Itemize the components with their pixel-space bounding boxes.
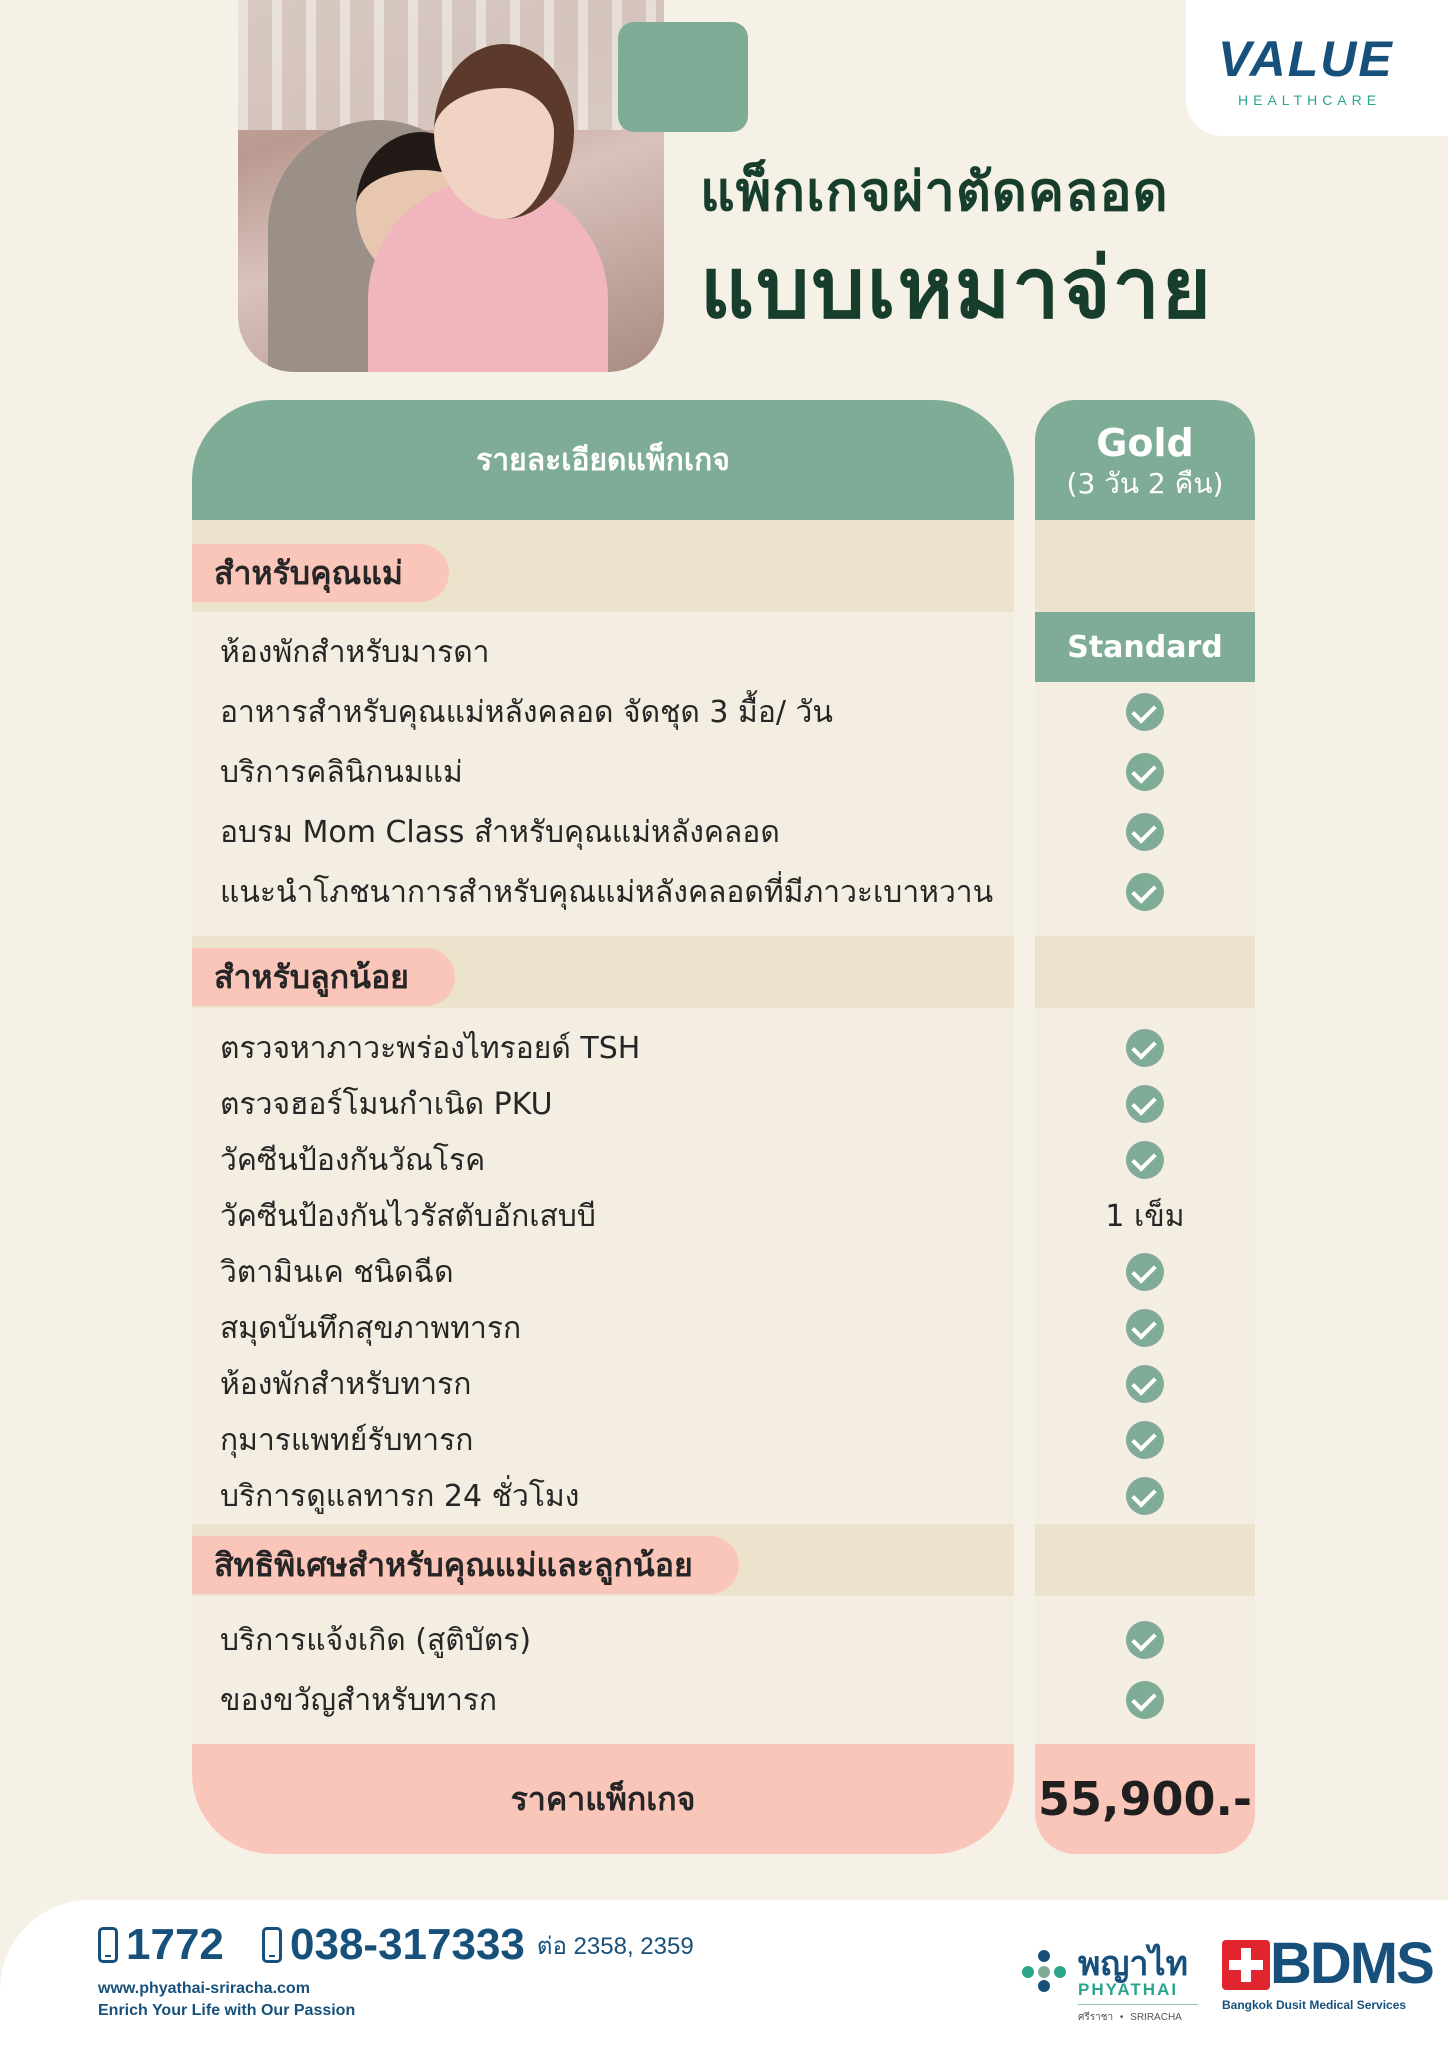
- phyathai-branch: ศรีราชา • SRIRACHA: [1078, 2012, 1182, 2023]
- section-title: สำหรับลูกน้อย: [192, 948, 455, 1006]
- section-title: สำหรับคุณแม่: [192, 544, 449, 602]
- section-header-baby: [192, 936, 1014, 1008]
- details-header: รายละเอียดแพ็กเกจ: [192, 400, 1014, 520]
- section-title: สิทธิพิเศษสำหรับคุณแม่และลูกน้อย: [192, 1536, 739, 1594]
- phone-icon: [262, 1927, 282, 1963]
- plan-values-baby: [1035, 1008, 1255, 1524]
- plan-name: Gold: [1096, 421, 1194, 465]
- check-icon: [1126, 753, 1164, 791]
- check-icon: [1126, 873, 1164, 911]
- phone-icon: [98, 1927, 118, 1963]
- check-icon: [1126, 693, 1164, 731]
- check-icon: [1126, 813, 1164, 851]
- gold-plan-column: [1035, 400, 1255, 1854]
- room-standard-badge: Standard: [1035, 612, 1255, 682]
- plan-section-spacer: [1035, 936, 1255, 1008]
- logo-text: VALUE: [1218, 31, 1394, 87]
- plan-values-privilege: [1035, 1596, 1255, 1744]
- logo-subtext: HEALTHCARE: [1238, 92, 1382, 108]
- list-item: แนะนำโภชนาการสำหรับคุณแม่หลังคลอดที่มีภาวะเบาหวาน: [220, 874, 994, 910]
- included-cell: [1035, 1468, 1255, 1524]
- website-link[interactable]: www.phyathai-sriracha.com: [98, 1980, 310, 1997]
- check-icon: [1126, 1421, 1164, 1459]
- list-item: บริการคลินิกนมแม่: [220, 754, 463, 790]
- section-header-privilege: [192, 1524, 1014, 1596]
- included-cell: [1035, 742, 1255, 802]
- check-icon: [1126, 1309, 1164, 1347]
- price-value: 55,900.-: [1035, 1744, 1255, 1854]
- footer: [0, 1900, 1448, 2048]
- cross-icon: [1222, 1940, 1270, 1990]
- list-item: วัคซีนป้องกันไวรัสตับอักเสบบี: [220, 1198, 596, 1234]
- dose-value: 1 เข็ม: [1105, 1198, 1185, 1234]
- phyathai-english: PHYATHAI: [1078, 1980, 1179, 1999]
- tagline: Enrich Your Life with Our Passion: [98, 2002, 356, 2019]
- included-cell: [1035, 1300, 1255, 1356]
- included-cell: [1035, 682, 1255, 742]
- bdms-logo: [1222, 1931, 1433, 2016]
- list-item: อบรม Mom Class สำหรับคุณแม่หลังคลอด: [220, 814, 780, 850]
- included-cell: [1035, 1670, 1255, 1730]
- bdms-text: BDMS: [1270, 1931, 1433, 1996]
- phone-extension: ต่อ 2358, 2359: [536, 1932, 694, 1960]
- section-body-mother: [192, 612, 1014, 936]
- page-title-line1: แพ็กเกจผ่าตัดคลอด: [700, 160, 1169, 223]
- phyathai-mark-icon: [1022, 1950, 1070, 1994]
- hotline[interactable]: [98, 1920, 224, 1970]
- section-body-baby: [192, 1008, 1014, 1524]
- package-details-column: [192, 400, 1014, 1854]
- section-header-mother: [192, 520, 1014, 612]
- check-icon: [1126, 1477, 1164, 1515]
- couple-photo: [238, 0, 664, 372]
- included-cell: [1035, 1244, 1255, 1300]
- included-cell: [1035, 1020, 1255, 1076]
- phone-number: 038-317333: [290, 1920, 525, 1969]
- list-item: ของขวัญสำหรับทารก: [220, 1682, 498, 1718]
- check-icon: [1126, 1141, 1164, 1179]
- woman-head: [434, 44, 574, 219]
- section-body-privilege: [192, 1596, 1014, 1744]
- list-item: บริการดูแลทารก 24 ชั่วโมง: [220, 1478, 580, 1514]
- plan-values-mother: [1035, 612, 1255, 936]
- list-item: ตรวจหาภาวะพร่องไทรอยด์ TSH: [220, 1030, 641, 1066]
- list-item: ห้องพักสำหรับมารดา: [220, 634, 490, 670]
- included-cell: [1035, 1132, 1255, 1188]
- plan-header: [1035, 400, 1255, 520]
- check-icon: [1126, 1681, 1164, 1719]
- check-icon: [1126, 1085, 1164, 1123]
- list-item: กุมารแพทย์รับทารก: [220, 1422, 474, 1458]
- list-item: ห้องพักสำหรับทารก: [220, 1366, 472, 1402]
- plan-section-spacer: [1035, 1524, 1255, 1596]
- check-icon: [1126, 1365, 1164, 1403]
- check-icon: [1126, 1253, 1164, 1291]
- plan-duration: (3 วัน 2 คืน): [1066, 467, 1224, 500]
- list-item: อาหารสำหรับคุณแม่หลังคลอด จัดชุด 3 มื้อ/ วัน: [220, 694, 833, 730]
- included-cell: [1035, 1412, 1255, 1468]
- page-title-line2: แบบเหมาจ่าย: [700, 239, 1214, 337]
- value-healthcare-logo: [1186, 0, 1448, 136]
- phyathai-logo: [1022, 1936, 1202, 2036]
- plan-section-spacer: [1035, 520, 1255, 612]
- phyathai-thai: พญาไท: [1078, 1944, 1188, 1984]
- included-cell: [1035, 1076, 1255, 1132]
- list-item: วัคซีนป้องกันวัณโรค: [220, 1142, 486, 1178]
- check-icon: [1126, 1029, 1164, 1067]
- included-cell: [1035, 802, 1255, 862]
- list-item: สมุดบันทึกสุขภาพทารก: [220, 1310, 522, 1346]
- phone-contact[interactable]: [262, 1920, 694, 1970]
- included-cell: [1035, 1356, 1255, 1412]
- list-item: วิตามินเค ชนิดฉีด: [220, 1254, 454, 1290]
- list-item: บริการแจ้งเกิด (สูติบัตร): [220, 1622, 532, 1658]
- list-item: ตรวจฮอร์โมนกำเนิด PKU: [220, 1086, 553, 1122]
- price-label: ราคาแพ็กเกจ: [192, 1744, 1014, 1854]
- divider: [1078, 2004, 1198, 2005]
- included-cell: [1035, 1610, 1255, 1670]
- bdms-subtext: Bangkok Dusit Medical Services: [1222, 1998, 1407, 2012]
- check-icon: [1126, 1621, 1164, 1659]
- decorative-square: [618, 22, 748, 132]
- included-cell: [1035, 862, 1255, 922]
- hotline-number: 1772: [126, 1920, 224, 1969]
